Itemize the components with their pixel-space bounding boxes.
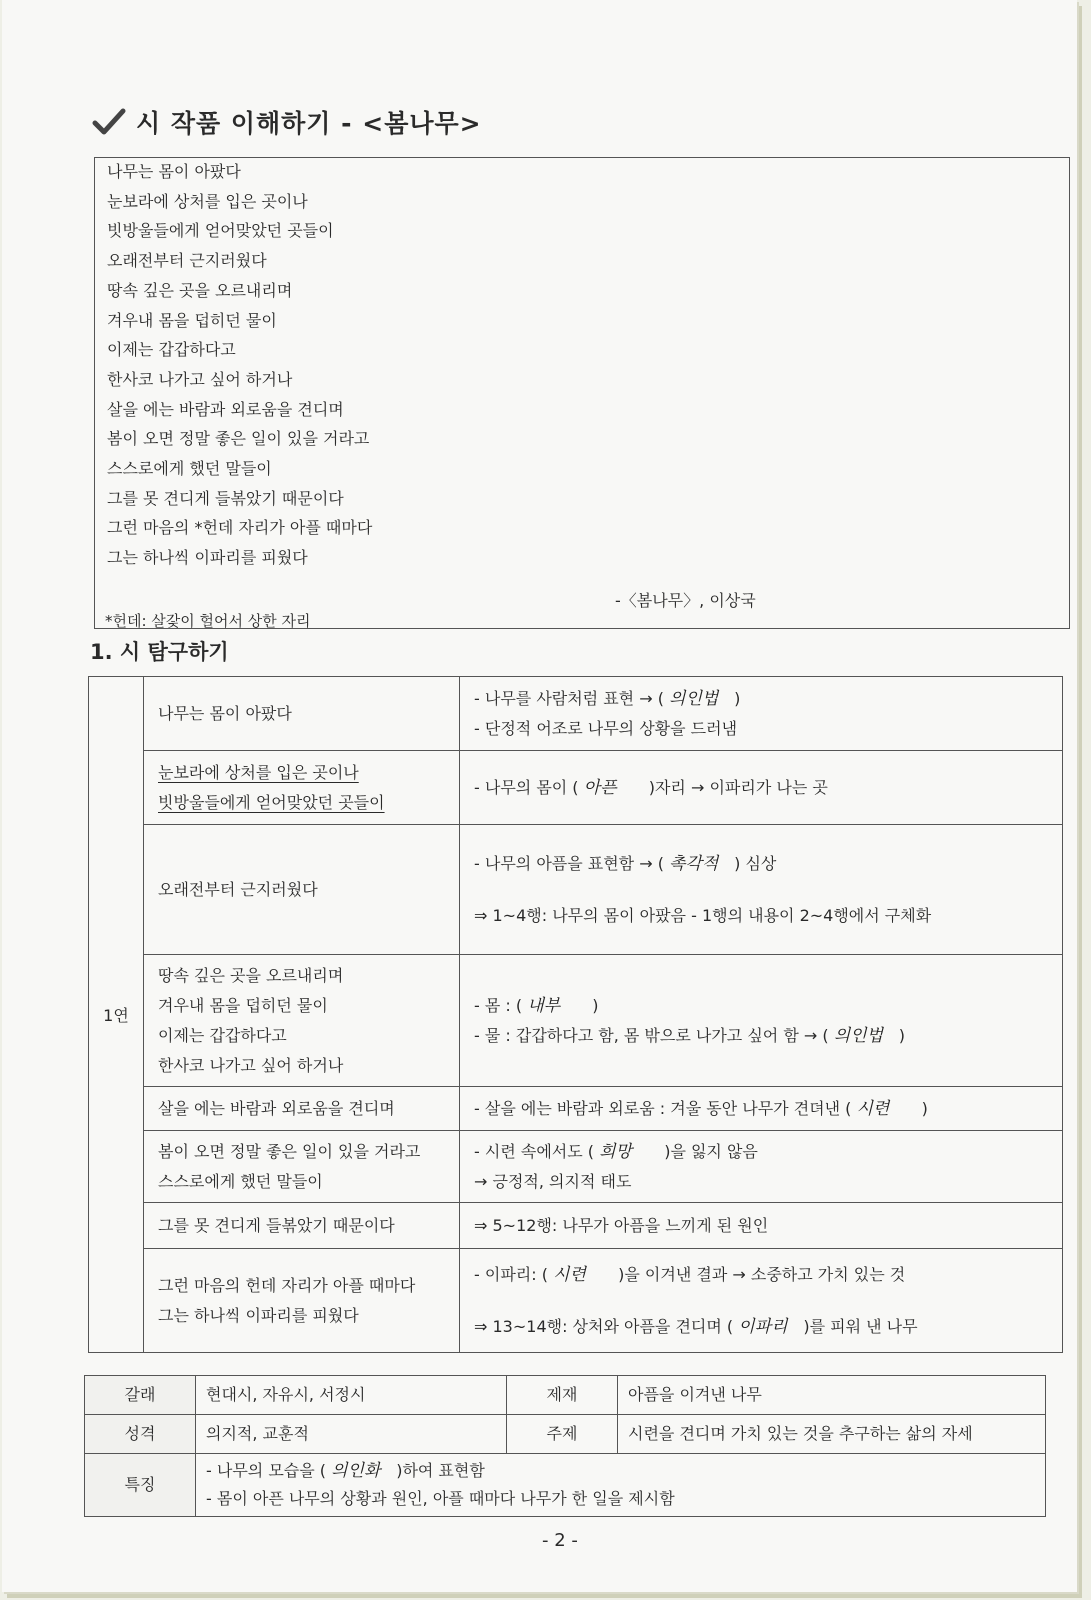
handwritten-answer: 의인법 (833, 1025, 883, 1046)
poem-line: 땅속 깊은 곳을 오르내리며 (107, 280, 293, 300)
character-value: 의지적, 교훈적 (196, 1415, 507, 1454)
cited-line: 살을 에는 바람과 외로움을 견디며 (158, 1098, 395, 1118)
features-label: 특징 (85, 1454, 196, 1517)
theme-label: 주제 (507, 1415, 618, 1454)
note-text: ) (916, 1098, 928, 1118)
analysis-row (89, 677, 1063, 751)
note-text: - 살을 에는 바람과 외로움 : 겨울 동안 나무가 견뎌낸 ( (474, 1098, 857, 1118)
poem-line: 그를 못 견디게 들볶았기 때문이다 (107, 488, 344, 508)
note-text: - 몸이 아픈 나무의 상황과 원인, 아플 때마다 나무가 한 일을 제시함 (206, 1489, 675, 1508)
cited-line: 그런 마음의 헌데 자리가 아플 때마다 (158, 1275, 416, 1295)
section-title: 1. 시 탐구하기 (90, 640, 229, 664)
worksheet-page (2, 0, 1077, 1592)
poem-line-cell (144, 751, 460, 825)
cited-line: 이제는 갑갑하다고 (158, 1025, 287, 1045)
handwritten-answer: 이파리 (738, 1316, 788, 1337)
analysis-row (89, 1249, 1063, 1353)
note-text: - 단정적 어조로 나무의 상황을 드러냄 (474, 718, 738, 738)
note-text: ⇒ 5~12행: 나무가 아픔을 느끼게 된 원인 (474, 1215, 769, 1235)
note-text: - 시련 속에서도 ( (474, 1141, 600, 1161)
poem-line-cell (144, 1203, 460, 1249)
page-number: - 2 - (542, 1530, 578, 1551)
poem-line: 눈보라에 상처를 입은 곳이나 (107, 191, 308, 211)
cited-line: 땅속 깊은 곳을 오르내리며 (158, 965, 344, 985)
analysis-row (89, 955, 1063, 1087)
poem-line-cell (144, 677, 460, 751)
cited-line: 겨우내 몸을 덥히던 물이 (158, 995, 328, 1015)
note-text: ) (587, 995, 599, 1015)
note-text: ) (893, 1025, 906, 1045)
note-text: - 나무의 모습을 ( (206, 1461, 332, 1480)
handwritten-answer: 아픈 (583, 777, 617, 798)
analysis-row (89, 1203, 1063, 1249)
note-text: )하여 표현함 (391, 1461, 485, 1480)
analysis-note (474, 991, 1048, 1021)
summary-row (85, 1415, 1046, 1454)
cited-line: 나무는 몸이 아팠다 (158, 703, 292, 723)
analysis-note (474, 901, 1048, 931)
poem-line: 오래전부터 근지러웠다 (107, 251, 267, 271)
note-text: )자리 → 이파리가 나는 곳 (643, 777, 828, 797)
poem-source: -〈봄나무〉, 이상국 (615, 591, 756, 610)
note-text: )을 이겨낸 결과 → 소중하고 가치 있는 것 (613, 1264, 906, 1284)
poem-line-cell (144, 955, 460, 1087)
handwritten-answer: 희망 (599, 1141, 632, 1162)
poem-line: 겨우내 몸을 덥히던 물이 (107, 310, 277, 330)
analysis-note-cell (460, 751, 1063, 825)
page-title-text: 시 작품 이해하기 - <봄나무> (136, 109, 482, 138)
analysis-row (89, 1087, 1063, 1131)
note-text: - 나무의 아픔을 표현함 → ( (474, 853, 670, 873)
poem-line-cell (144, 1249, 460, 1353)
handwritten-answer: 의인화 (331, 1461, 381, 1481)
analysis-note-cell (460, 1249, 1063, 1353)
feature-item (206, 1457, 1035, 1485)
cited-line: 그를 못 견디게 들볶았기 때문이다 (158, 1215, 395, 1235)
cited-line: 그는 하나씩 이파리를 피웠다 (158, 1305, 359, 1325)
poem-line: 이제는 갑갑하다고 (107, 340, 236, 360)
cited-line: 봄이 오면 정말 좋은 일이 있을 거라고 (158, 1141, 421, 1161)
analysis-row (89, 825, 1063, 955)
analysis-note (474, 1312, 1048, 1342)
character-label: 성격 (85, 1415, 196, 1454)
analysis-note (474, 1021, 1048, 1051)
analysis-note-cell (460, 1203, 1063, 1249)
poem-line-cell (144, 1131, 460, 1203)
poem-line: 나무는 몸이 아팠다 (107, 162, 241, 181)
analysis-note (474, 684, 1048, 714)
cited-line: 오래전부터 근지러웠다 (158, 879, 318, 899)
analysis-note (474, 1290, 1048, 1312)
analysis-note (474, 1260, 1048, 1290)
analysis-row (89, 751, 1063, 825)
poem-line: 한사코 나가고 싶어 하거나 (107, 369, 293, 389)
feature-item (206, 1485, 1035, 1513)
analysis-note-cell (460, 955, 1063, 1087)
handwritten-answer: 시련 (856, 1098, 890, 1119)
poem-line: 스스로에게 했던 말들이 (107, 459, 272, 478)
note-text: ) (729, 688, 741, 708)
stanza-label: 1연 (89, 677, 144, 1353)
poem-line-cell (144, 825, 460, 955)
analysis-note (474, 879, 1048, 901)
note-text: - 나무를 사람처럼 표현 → ( (474, 688, 670, 708)
analysis-note (474, 714, 1048, 744)
cited-line: 눈보라에 상처를 입은 곳이나 (158, 762, 359, 782)
analysis-note (474, 1211, 1048, 1241)
poem-line: 그는 하나씩 이파리를 피웠다 (107, 548, 308, 568)
poem-line: 살을 에는 바람과 외로움을 견디며 (107, 399, 344, 419)
note-text: ⇒ 13~14행: 상처와 아픔을 견디며 ( (474, 1316, 739, 1336)
poem-footnote: *헌데: 살갗이 헐어서 상한 자리 (105, 612, 311, 630)
summary-row (85, 1454, 1046, 1517)
analysis-table (88, 676, 1063, 1353)
note-text: → 긍정적, 의지적 태도 (474, 1171, 632, 1191)
handwritten-answer: 의인법 (669, 688, 719, 709)
analysis-note (474, 773, 1048, 803)
poem-box (94, 157, 1070, 629)
analysis-note (474, 1094, 1048, 1124)
subject-label: 제재 (507, 1376, 618, 1415)
note-text: - 물 : 갑갑하다고 함, 몸 밖으로 나가고 싶어 함 → ( (474, 1025, 834, 1045)
summary-row (85, 1376, 1046, 1415)
poem-line: 그런 마음의 *헌데 자리가 아플 때마다 (107, 518, 373, 538)
analysis-note (474, 849, 1048, 879)
handwritten-answer: 내부 (527, 995, 561, 1016)
theme-value: 시련을 견디며 가치 있는 것을 추구하는 삶의 자세 (618, 1415, 1046, 1454)
analysis-note-cell (460, 825, 1063, 955)
analysis-row (89, 1131, 1063, 1203)
poem-line: 빗방울들에게 얻어맞았던 곳들이 (107, 221, 334, 241)
handwritten-answer: 시련 (553, 1264, 586, 1285)
analysis-note (474, 1167, 1048, 1197)
note-text: - 몸 : ( (474, 995, 528, 1015)
genre-label: 갈래 (85, 1376, 196, 1415)
analysis-note-cell (460, 1087, 1063, 1131)
page-title (92, 104, 482, 140)
handwritten-answer: 촉각적 (669, 853, 719, 874)
cited-line: 스스로에게 했던 말들이 (158, 1171, 323, 1191)
analysis-note-cell (460, 1131, 1063, 1203)
features-value (196, 1454, 1046, 1517)
poem-line-cell (144, 1087, 460, 1131)
genre-value: 현대시, 자유시, 서정시 (196, 1376, 507, 1415)
analysis-note (474, 1137, 1048, 1167)
note-text: ) 심상 (729, 853, 777, 873)
checkmark-icon (92, 108, 126, 136)
note-text: - 이파리: ( (474, 1264, 554, 1284)
note-text: ⇒ 1~4행: 나무의 몸이 아팠음 - 1행의 내용이 2~4행에서 구체화 (474, 905, 932, 925)
note-text: - 나무의 몸이 ( (474, 777, 584, 797)
note-text: )를 피워 낸 나무 (798, 1316, 918, 1336)
cited-line: 빗방울들에게 얻어맞았던 곳들이 (158, 792, 385, 812)
cited-line: 한사코 나가고 싶어 하거나 (158, 1055, 344, 1075)
note-text: )을 잃지 않음 (659, 1141, 758, 1161)
subject-value: 아픔을 이겨낸 나무 (618, 1376, 1046, 1415)
analysis-note-cell (460, 677, 1063, 751)
poem-line: 봄이 오면 정말 좋은 일이 있을 거라고 (107, 429, 370, 449)
summary-table (84, 1375, 1046, 1517)
